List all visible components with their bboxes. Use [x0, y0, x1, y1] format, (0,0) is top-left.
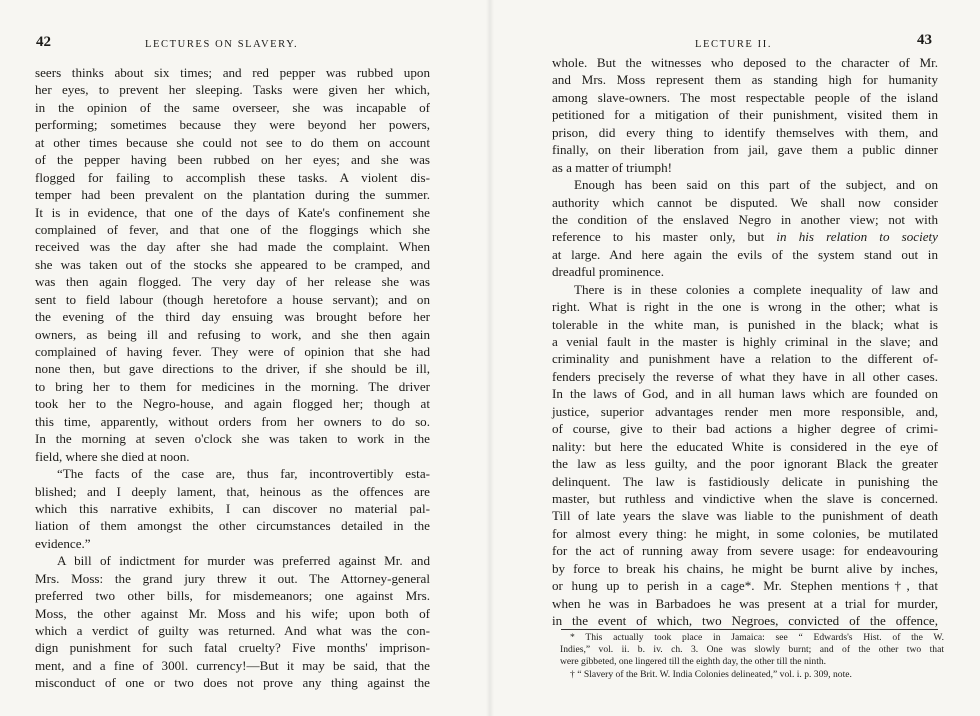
footnote-line: * This actually took place in Jamaica: see “ Edwards's Hist. of the W. [570, 632, 944, 643]
text-line: and Mrs. Moss represent them as standing high for humanity [552, 72, 938, 88]
text-line: her eyes, to prevent her sleeping. Tasks were given her which, [35, 82, 430, 98]
text-line: There is in these colonies a complete inequality of law and [574, 281, 938, 297]
text-line [552, 246, 938, 263]
text-line: prison, did every thing to identify themselves with them, and [552, 124, 938, 140]
text-line: to bring her to them for medicines in the morning. The driver [35, 378, 430, 394]
text-line: which a verdict of guilty was returned. And what was the con- [35, 623, 430, 638]
text-line: received was the day after she had made the complaint. When [35, 239, 430, 255]
text-line: fenders precisely the reverse of what they have in all other cases. [552, 368, 938, 384]
right-body-text [552, 54, 938, 629]
text-line: of the pepper having been rubbed on her eyes; and she was [35, 152, 430, 168]
text-line: this time, apparently, without orders from her owners to do so. [35, 413, 430, 429]
text-line: or hung up to perish in a cage*. Mr. Stephen mentions†, that [552, 578, 938, 594]
text-line: misconduct of one or two does not prove any thing against the [35, 675, 430, 691]
text-line: liation of them amongst the other circumstances detailed in the [35, 518, 430, 534]
text-line: in the event of which, two Negroes, convicted of the offence, [552, 613, 938, 628]
text-line: the evening of the third day ensuing was brought before her [35, 309, 430, 325]
right-page-number: 43 [917, 32, 932, 48]
text-line: a venial fault in the master is highly criminal in the slave; and [552, 334, 938, 349]
text-line: sent to field labour (though heretofore a house servant); and on [35, 291, 430, 307]
right-running-head: LECTURE II. [695, 39, 773, 50]
text-line: seers thinks about six times; and red pepper was rubbed upon [35, 65, 430, 80]
text-line: which this narrative exhibits, I can discover no material pal- [35, 500, 430, 516]
text-line [552, 228, 938, 245]
footnotes [560, 632, 944, 681]
text-line: none then, but gave directions to the driver, if she should be ill, [35, 361, 430, 377]
text-line: whole. But the witnesses who deposed to the character of Mr. [552, 55, 938, 70]
text-line: of course, give to their bad actions a higher degree of crimi- [552, 421, 938, 437]
text-line: Moss, the other against Mr. Moss and his wife; upon both of [35, 605, 430, 621]
text-line: performing; sometimes because they were beyond her powers, [35, 117, 430, 133]
text-line: at other times because she could not see to do them on account [35, 134, 430, 150]
text-line: as a matter of triumph! [552, 159, 672, 175]
text-line-rest: at large. And here again the evils of the system stand out in [552, 246, 938, 262]
left-page-number: 42 [36, 34, 51, 50]
text-line: blished; and I deeply lament, that, heinous as the offences are [35, 483, 430, 499]
text-line: Till of late years the slave was liable to the punishment of death [552, 508, 938, 524]
text-line: delinquent. The law is fastidiously delicate in punishing the [552, 473, 938, 489]
text-line: in the opinion of the same overseer, she was incapable of [35, 99, 430, 115]
text-line: right. What is right in the one is wrong in the other; what is [552, 299, 938, 315]
footnote-line: were gibbeted, one lingered till the eighth day, the other till the ninth. [560, 656, 827, 668]
text-line: took her to the Negro-house, and again flogged her; though at [35, 396, 430, 412]
text-line: It is in evidence, that one of the days of Kate's confinement she [35, 204, 430, 220]
footnote-line: Indies,” vol. ii. b. iv. ch. 3. One was slowly burnt; and of the other two that [560, 644, 944, 656]
text-line: owners, as being ill and refusing to work, and she then again [35, 326, 430, 342]
text-line-start: reference to his master only, but [552, 229, 765, 245]
text-line: among slave-owners. The most respectable people of the island [552, 89, 938, 105]
text-line: authority which cannot be disputed. We shall now consider [552, 194, 938, 210]
text-line: the condition of the enslaved Negro in another view; not with [552, 211, 938, 227]
text-line: Mrs. Moss: the grand jury threw it out. The Attorney-general [35, 570, 430, 586]
text-line: she was taken out of the stocks she appeared to be cramped, and [35, 256, 430, 272]
text-line: Enough has been said on this part of the subject, and on [574, 177, 938, 193]
italic-phrase: in his relation to society [776, 229, 938, 245]
text-line: for the act of running away from severe usage: for endeavouring [552, 543, 938, 559]
text-line: A bill of indictment for murder was preferred against Mr. and [57, 553, 430, 569]
text-line: preferred two other bills, for misdemeanors; one against Mrs. [35, 588, 430, 604]
text-line: nality: but here the educated White is considered in the eye of [552, 438, 938, 454]
text-line: master, but ruthless and vindictive when the slave is concerned. [552, 490, 938, 506]
left-body-text [35, 64, 430, 692]
footnote-line: † “ Slavery of the Brit. W. India Colonies delineated,” vol. i. p. 309, note. [570, 668, 852, 680]
left-running-head: LECTURES ON SLAVERY. [145, 39, 299, 50]
footnote-rule [561, 629, 938, 630]
text-line: justice, superior advantages render men more responsible, and, [552, 403, 938, 419]
text-line: dreadful prominence. [552, 264, 664, 280]
text-line: evidence.” [35, 535, 91, 551]
text-line: criminality and punishment have a relation to the different of- [552, 351, 938, 367]
text-line: In the laws of God, and in all human laws which are founded on [552, 386, 938, 402]
text-line: when he was in Barbadoes he was present at a trial for murder, [552, 595, 938, 611]
text-line: by force to break his chains, he might be burnt alive by inches, [552, 560, 938, 576]
text-line: “The facts of the case are, thus far, incontrovertibly esta- [57, 466, 430, 482]
text-line: complained of having fever. They were of opinion that she had [35, 344, 430, 359]
text-line: field, where she died at noon. [35, 448, 190, 464]
text-line: complained of fever, and that one of the floggings which she [35, 221, 430, 237]
text-line: finally, on their liberation from jail, gave them a public dinner [552, 142, 938, 158]
text-line: for almost every thing: he might, in some colonies, be mutilated [552, 525, 938, 541]
text-line: the law as less guilty, and the poor ignorant Black the greater [552, 456, 938, 472]
text-line: was then again flogged. The very day of her release she was [35, 274, 430, 290]
text-line: dign punishment for such fatal cruelty? Five months' imprison- [35, 640, 430, 656]
text-line: flogged for failing to accomplish these tasks. A violent dis- [35, 169, 430, 185]
text-line: In the morning at seven o'clock she was taken to work in the [35, 431, 430, 447]
text-line: tolerable in the white man, is punished in the black; what is [552, 316, 938, 332]
text-line: ment, and a fine of 300l. currency!—But it may be said, that the [35, 657, 430, 673]
text-line: temper had been prevalent on the plantation during the summer. [35, 187, 430, 203]
text-line: petitioned for a mitigation of their punishment, visited them in [552, 107, 938, 123]
